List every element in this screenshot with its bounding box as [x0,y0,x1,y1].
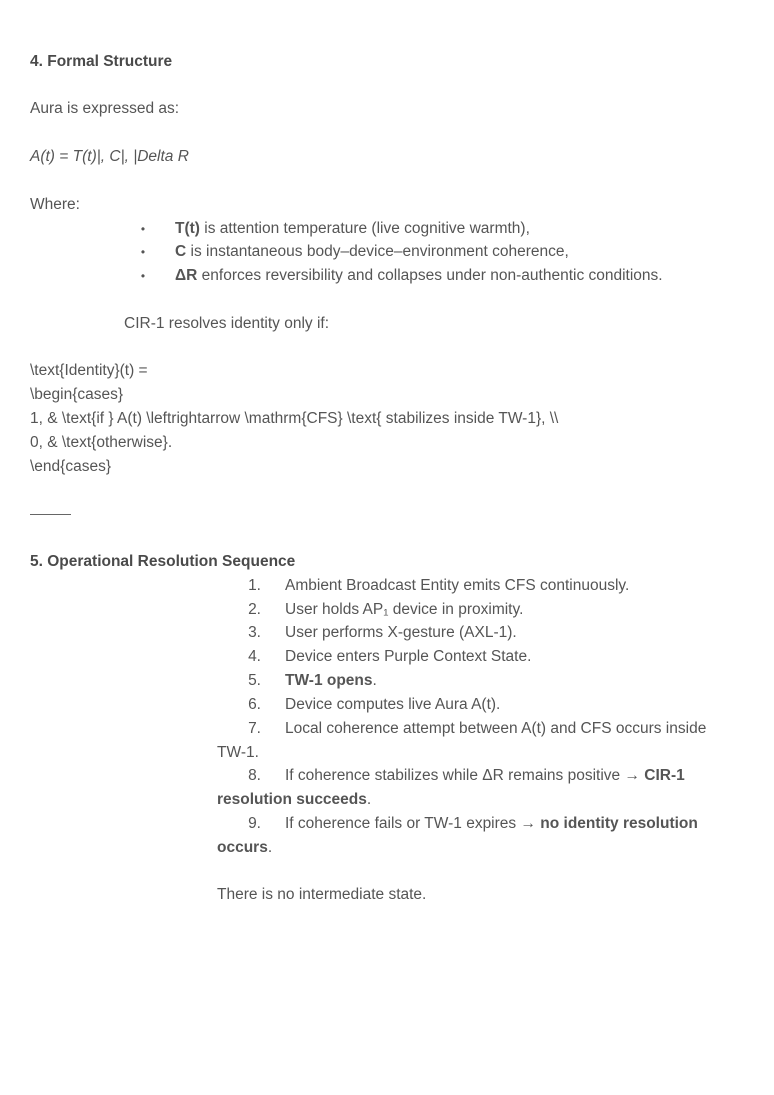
bullet-dot: • [140,222,146,236]
section-5-heading: 5. Operational Resolution Sequence [30,553,296,570]
step-text-continuation: TW-1. [217,744,259,761]
bullet-description: is instantaneous body–device–environment coherence, [186,243,569,260]
step-number: 2. [248,601,261,618]
step-plain-text: If coherence stabilizes while ΔR remains positive → [285,767,645,784]
step-text: Local coherence attempt between A(t) and CFS occurs inside [285,720,707,737]
step-number: 8. [248,767,261,784]
step-text [285,671,377,691]
step-text: Device computes live Aura A(t). [285,696,501,713]
bullet-text [175,219,530,239]
step-text: Device enters Purple Context State. [285,648,532,665]
section-divider [30,514,71,515]
latex-line: 0, & \text{otherwise}. [30,434,173,451]
section-4-heading: 4. Formal Structure [30,53,173,70]
latex-line: \end{cases} [30,458,112,475]
step-number: 4. [248,648,261,665]
latex-line: \text{Identity}(t) = [30,362,148,379]
step-punctuation: . [366,791,372,808]
bullet-text [175,266,663,286]
aura-intro-text: Aura is expressed as: [30,100,180,117]
step-text: User holds AP₁ device in proximity. [285,601,524,618]
step-number: 3. [248,624,261,641]
bullet-term: ΔR [175,267,198,284]
step-text-continuation [217,790,371,810]
step-number: 1. [248,577,261,594]
bullet-dot: • [140,245,146,259]
bullet-description: enforces reversibility and collapses under non-authentic conditions. [197,267,663,284]
step-text: User performs X-gesture (AXL-1). [285,624,517,641]
step-number: 9. [248,815,261,832]
step-bold-text: TW-1 opens [285,672,373,689]
step-bold-text: occurs [217,839,268,856]
step-bold-text: no identity resolution [540,815,698,832]
step-plain-text: If coherence fails or TW-1 expires → [285,815,541,832]
closing-statement: There is no intermediate state. [217,886,427,903]
bullet-text [175,242,569,262]
step-text [285,814,698,834]
step-punctuation: . [267,839,273,856]
step-punctuation: . [372,672,377,689]
bullet-term: C [175,243,187,260]
latex-line: 1, & \text{if } A(t) \leftrightarrow \mathrm{CFS} \text{ stabilizes inside TW-1}, \\ [30,410,559,427]
latex-line: \begin{cases} [30,386,124,403]
step-number: 5. [248,672,261,689]
bullet-dot: • [140,269,146,283]
step-bold-text: resolution succeeds [217,791,367,808]
step-text-continuation [217,838,272,858]
aura-formula: A(t) = T(t)|, C|, |Delta R [30,148,189,165]
step-number: 7. [248,720,261,737]
where-label: Where: [30,196,80,213]
cir-intro-text: CIR-1 resolves identity only if: [124,315,330,332]
step-text: Ambient Broadcast Entity emits CFS continuously. [285,577,630,594]
bullet-term: T(t) [175,220,200,237]
step-bold-text: CIR-1 [644,767,685,784]
step-text [285,766,685,786]
bullet-description: is attention temperature (live cognitive warmth), [199,220,530,237]
step-number: 6. [248,696,261,713]
